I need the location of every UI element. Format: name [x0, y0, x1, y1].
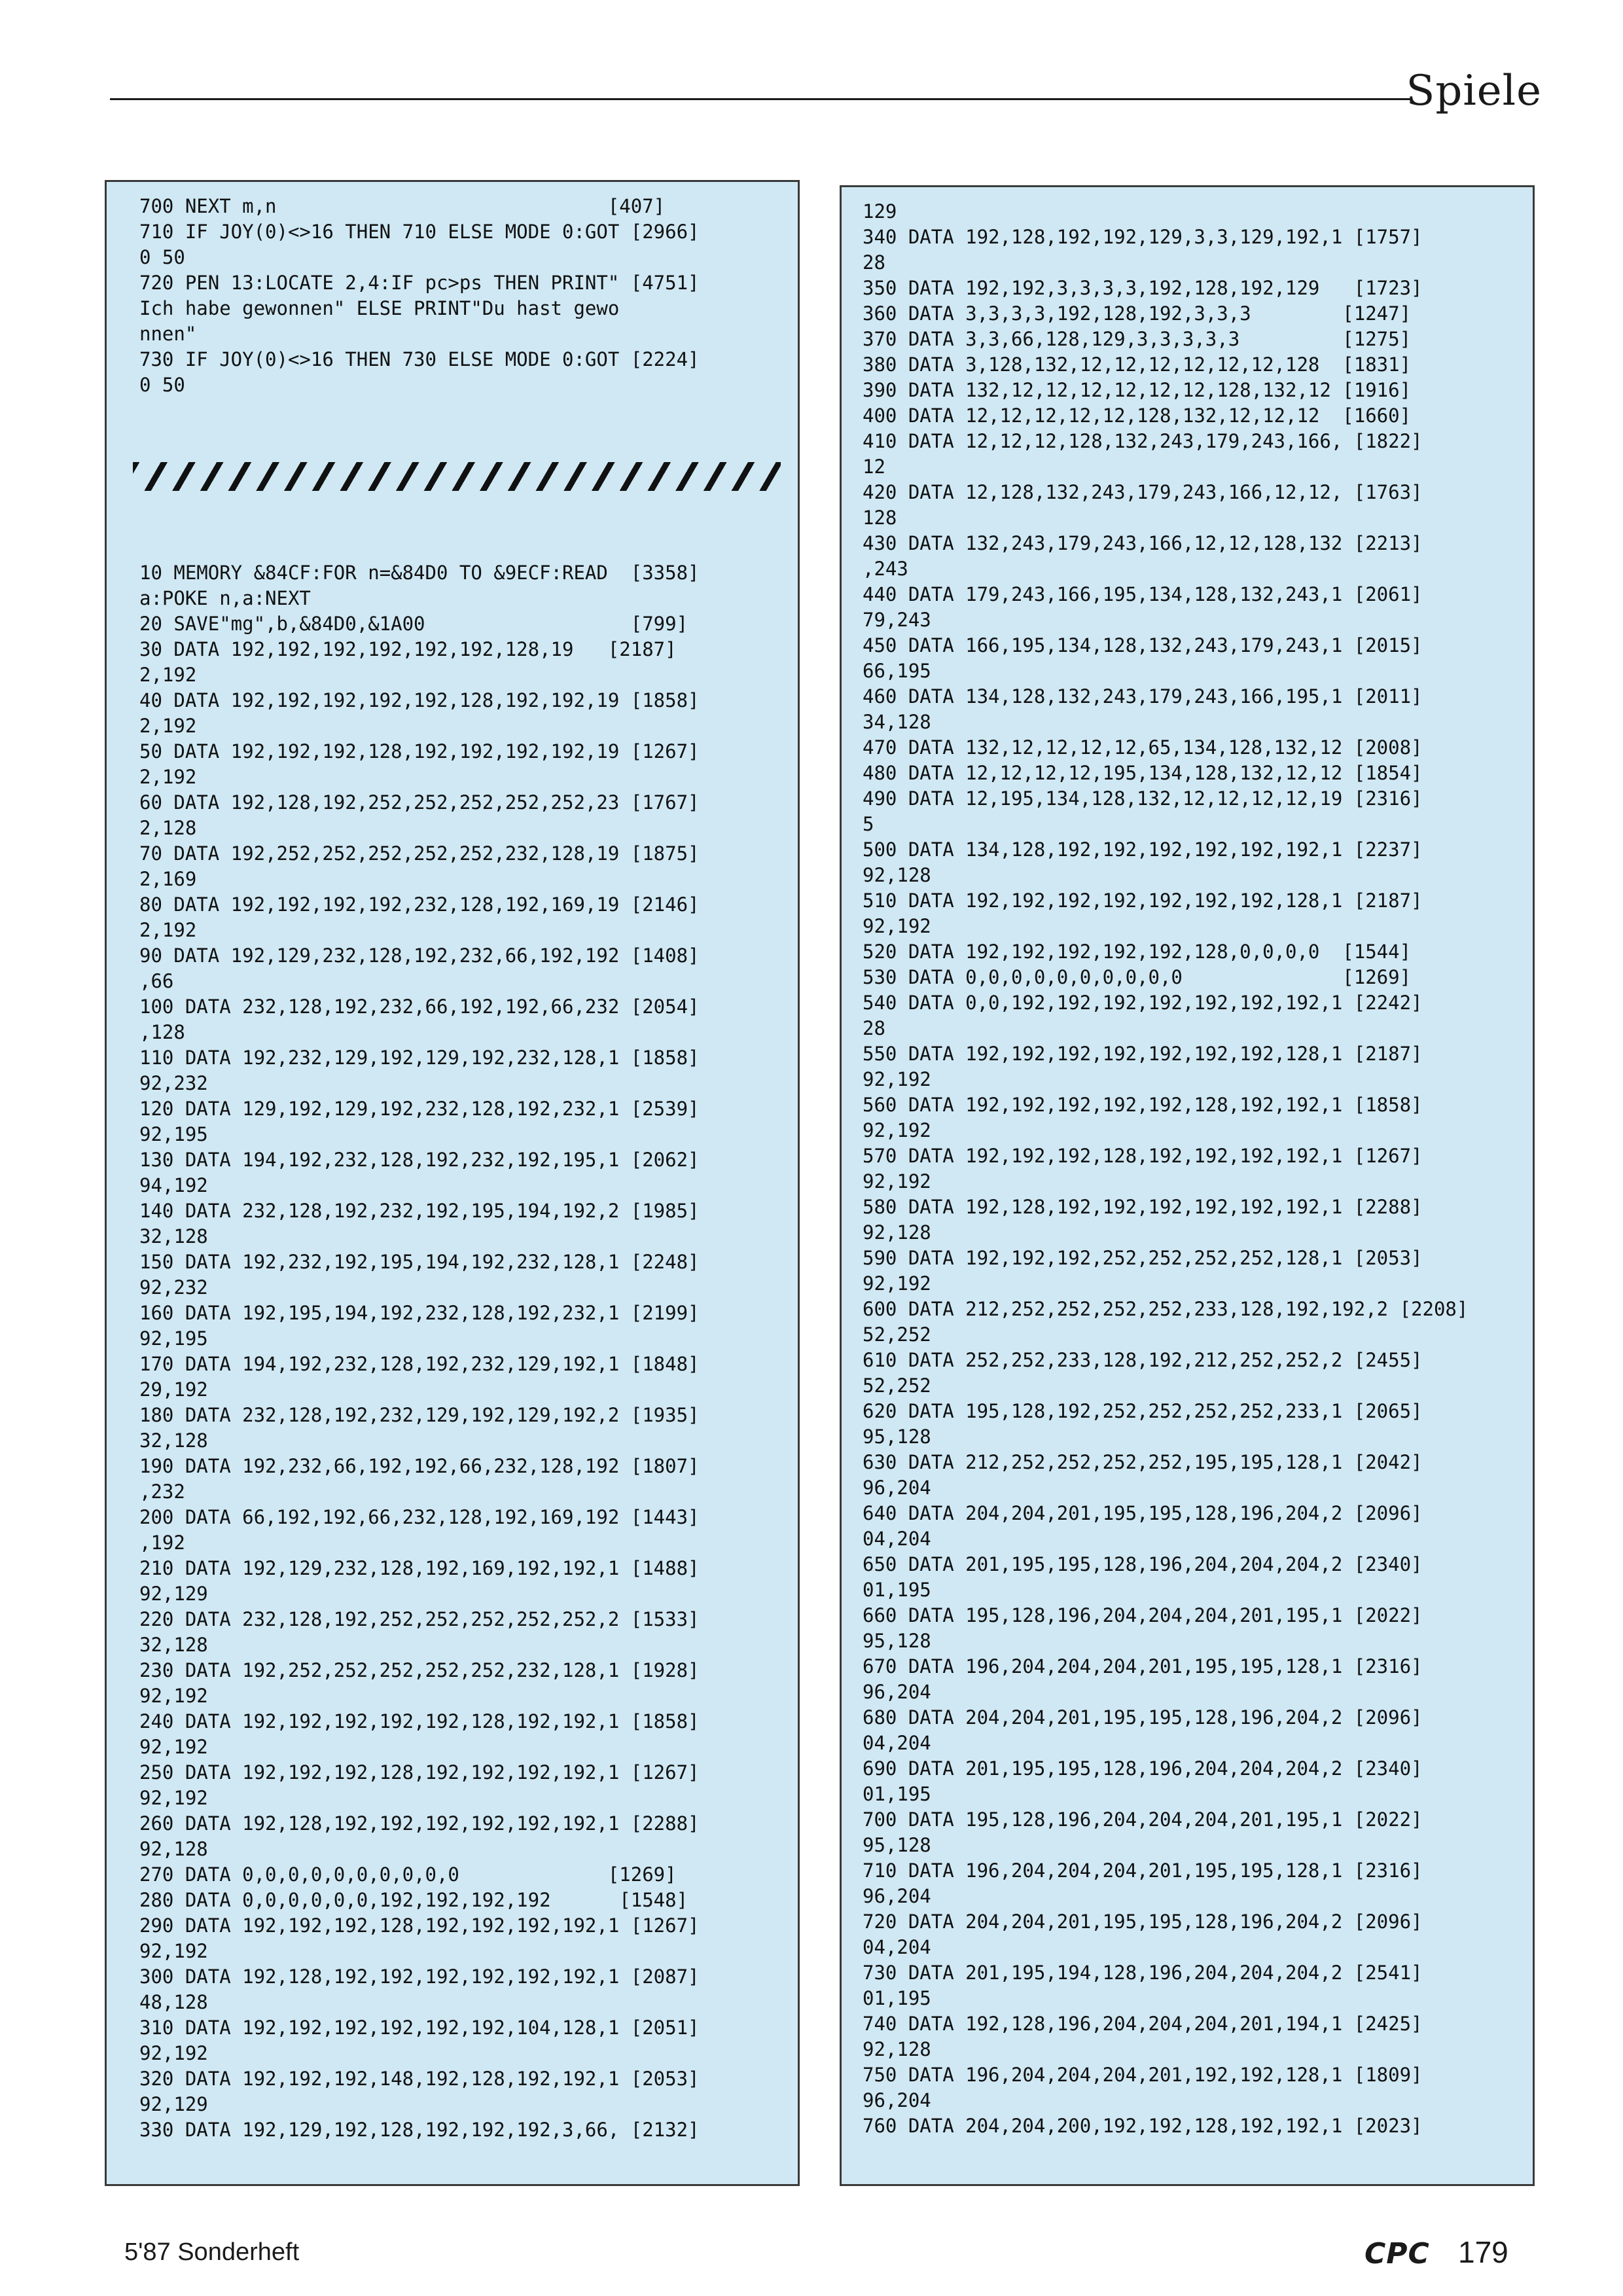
- header-rule: [110, 98, 1411, 100]
- issue-label: 5'87 Sonderheft: [124, 2238, 300, 2266]
- code-listing-data: 10 MEMORY &84CF:FOR n=&84D0 TO &9ECF:READ [3358] a:POKE n,a:NEXT 20 SAVE"mg",b,&84D0,&1A00 [799] 30 DATA 192,192,192,192,192,192,128,19 [2187] 2,192 40 DATA 192,192,192,192,192,128,192,192,19 [1858] 2,192 50 DATA 192,192,192,128,192,192,192,192,19 [1267] 2,192 60 DATA 192,128,192,252,252,252,252,252,23 [1767] 2,128 70 DATA 192,252,252,252,252,252,232,128,19 [1875] 2,169 80 DATA 192,192,192,192,232,128,192,169,19 [2146] 2,192 90 DATA 192,129,232,128,192,232,66,192,192 [1408] ,66 100 DATA 232,128,192,232,66,192,192,66,232 [2054] ,128 110 DATA 192,232,129,192,129,192,232,128,1 [1858] 92,232 120 DATA 129,192,129,192,232,128,192,232,1 [2539] 92,195 130 DATA 194,192,232,128,192,232,192,195,1 [2062] 94,192 140 DATA 232,128,192,232,192,195,194,192,2 [1985] 32,128 150 DATA 192,232,192,195,194,192,232,128,1 [2248] 92,232 160 DATA 192,195,194,192,232,128,192,232,1 [2199] 92,195 170 DATA 194,192,232,128,192,232,129,192,1 [1848] 29,192 180 DATA 232,128,192,232,129,192,129,192,2 [1935] 32,128 190 DATA 192,232,66,192,192,66,232,128,192 [1807] ,232 200 DATA 66,192,192,66,232,128,192,169,192 [1443] ,192 210 DATA 192,129,232,128,192,169,192,192,1 [1488] 92,129 220 DATA 232,128,192,252,252,252,252,252,2 [1533] 32,128 230 DATA 192,252,252,252,252,252,232,128,1 [1928] 92,192 240 DATA 192,192,192,192,192,128,192,192,1 [1858] 92,192 250 DATA 192,192,192,128,192,192,192,192,1 [1267] 92,192 260 DATA 192,128,192,192,192,192,192,192,1 [2288] 92,128 270 DATA 0,0,0,0,0,0,0,0,0,0 [1269] 280 DATA 0,0,0,0,0,0,192,192,192,192 [1548] 290 DATA 192,192,192,128,192,192,192,192,1 [1267] 92,192 300 DATA 192,128,192,192,192,192,192,192,1 [2087] 48,128 310 DATA 192,192,192,192,192,192,104,128,1 [2051] 92,192 320 DATA 192,192,192,148,192,128,192,192,1 [2053] 92,129 330 DATA 192,129,192,128,192,192,192,3,66, [2132]: [139, 562, 700, 2141]
- code-listing-data-continued: 129 340 DATA 192,128,192,192,129,3,3,129,192,1 [1757] 28 350 DATA 192,192,3,3,3,3,192,128,192,129 [1723] 360 DATA 3,3,3,3,192,128,192,3,3,3 [1247] 370 DATA 3,3,66,128,129,3,3,3,3,3 [1275] 380 DATA 3,128,132,12,12,12,12,12,12,128 [1831] 390 DATA 132,12,12,12,12,12,12,128,132,12 [1916] 400 DATA 12,12,12,12,12,128,132,12,12,12 [1660] 410 DATA 12,12,12,128,132,243,179,243,166, [1822] 12 420 DATA 12,128,132,243,179,243,166,12,12, [1763] 128 430 DATA 132,243,179,243,166,12,12,128,132 [2213] ,243 440 DATA 179,243,166,195,134,128,132,243,1 [2061] 79,243 450 DATA 166,195,134,128,132,243,179,243,1 [2015] 66,195 460 DATA 134,128,132,243,179,243,166,195,1 [2011] 34,128 470 DATA 132,12,12,12,12,65,134,128,132,12 [2008] 480 DATA 12,12,12,12,195,134,128,132,12,12 [1854] 490 DATA 12,195,134,128,132,12,12,12,12,19 [2316] 5 500 DATA 134,128,192,192,192,192,192,192,1 [2237] 92,128 510 DATA 192,192,192,192,192,192,192,128,1 [2187] 92,192 520 DATA 192,192,192,192,192,128,0,0,0,0 [1544] 530 DATA 0,0,0,0,0,0,0,0,0,0 [1269] 540 DATA 0,0,192,192,192,192,192,192,192,1 [2242] 28 550 DATA 192,192,192,192,192,192,192,128,1 [2187] 92,192 560 DATA 192,192,192,192,192,128,192,192,1 [1858] 92,192 570 DATA 192,192,192,128,192,192,192,192,1 [1267] 92,192 580 DATA 192,128,192,192,192,192,192,192,1 [2288] 92,128 590 DATA 192,192,192,252,252,252,252,128,1 [2053] 92,192 600 DATA 212,252,252,252,252,233,128,192,192,2 [2208] 52,252 610 DATA 252,252,233,128,192,212,252,252,2 [2455] 52,252 620 DATA 195,128,192,252,252,252,252,233,1 [2065] 95,128 630 DATA 212,252,252,252,252,195,195,128,1 [2042] 96,204 640 DATA 204,204,201,195,195,128,196,204,2 [2096] 04,204 650 DATA 201,195,195,128,196,204,204,204,2 [2340] 01,195 660 DATA 195,128,196,204,204,204,201,195,1 [2022] 95,128 670 DATA 196,204,204,204,201,195,195,128,1 [2316] 96,204 680 DATA 204,204,201,195,195,128,196,204,2 [2096] 04,204 690 DATA 201,195,195,128,196,204,204,204,2 [2340] 01,195 700 DATA 195,128,196,204,204,204,201,195,1 [2022] 95,128 710 DATA 196,204,204,204,201,195,195,128,1 [2316] 96,204 720 DATA 204,204,201,195,195,128,196,204,2 [2096] 04,204 730 DATA 201,195,194,128,196,204,204,204,2 [2541] 01,195 740 DATA 192,128,196,204,204,204,201,194,1 [2425] 92,128 750 DATA 196,204,204,204,201,192,192,128,1 [1809] 96,204 760 DATA 204,204,200,192,192,128,192,192,1 [2023]: [863, 200, 1469, 2137]
- listing-panel-left: [105, 180, 800, 2186]
- magazine-logo: CPC: [1364, 2237, 1430, 2270]
- section-title: Spiele: [1406, 67, 1542, 115]
- page-number: 179: [1458, 2235, 1508, 2269]
- code-listing-end: 700 NEXT m,n [407] 710 IF JOY(0)<>16 THEN 710 ELSE MODE 0:GOT [2966] 0 50 720 PEN 13:LOCATE 2,4:IF pc>ps THEN PRINT" [4751] Ich habe gewonnen" ELSE PRINT"Du hast gewo nnen" 730 IF JOY(0)<>16 THEN 730 ELSE MODE 0:GOT [2224] 0 50: [139, 195, 700, 396]
- hatched-divider: [133, 462, 781, 491]
- listing-panel-right: [840, 185, 1535, 2186]
